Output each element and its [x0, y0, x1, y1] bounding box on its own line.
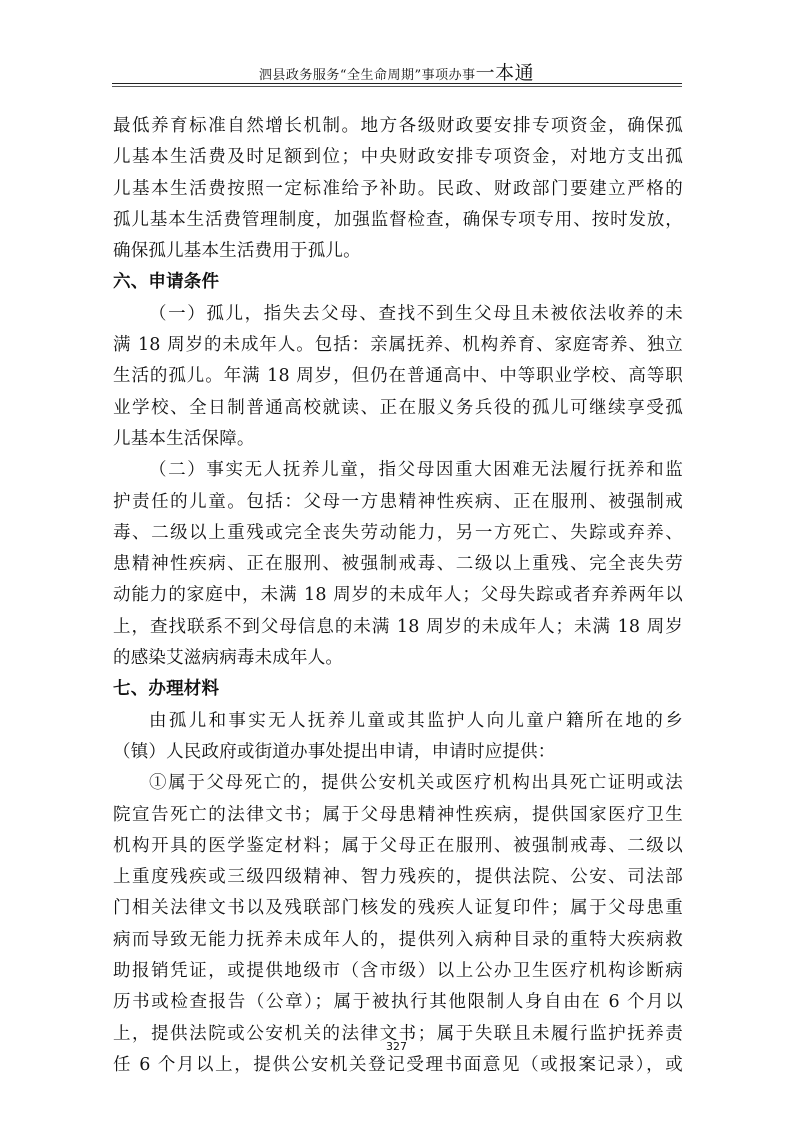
text-line: 由孤儿和事实无人抚养儿童或其监护人向儿童户籍所在地的乡	[149, 710, 683, 731]
text-line: 护责任的儿童。包括：父母一方患精神性疾病、正在服刑、被强制戒	[113, 491, 683, 512]
text-line: 上，提供法院或公安机关的法律文书；属于失联且未履行监护抚养责	[113, 1023, 683, 1044]
text-line: 历书或检查报告（公章）；属于被执行其他限制人身自由在 6 个月以	[113, 992, 683, 1013]
text-line: 上重度残疾或三级四级精神、智力残疾的，提供法院、公安、司法部	[113, 867, 683, 888]
running-header	[0, 58, 793, 85]
text-line: 病而导致无能力抚养未成年人的，提供列入病种目录的重特大疾病救	[113, 929, 683, 950]
text-line: （二）事实无人抚养儿童，指父母因重大困难无法履行抚养和监	[149, 460, 683, 481]
running-header-title: 泗县政务服务“全生命周期”事项办事	[258, 68, 476, 83]
text-line: 生活的孤儿。年满 18 周岁，但仍在普通高中、中等职业学校、高等职	[113, 366, 683, 387]
text-line: 确保孤儿基本生活费用于孤儿。	[113, 241, 361, 262]
text-line: 孤儿基本生活费管理制度，加强监督检查，确保专项专用、按时发放，	[113, 209, 683, 230]
text-line: 动能力的家庭中，未满 18 周岁的未成年人；父母失踪或者弃养两年以	[113, 585, 683, 606]
text-line: 上，查找联系不到父母信息的未满 18 周岁的未成年人；未满 18 周岁	[113, 616, 683, 637]
text-line: 门相关法律文书以及残联部门核发的残疾人证复印件；属于父母患重	[113, 898, 683, 919]
text-line: ①属于父母死亡的，提供公安机关或医疗机构出具死亡证明或法	[149, 773, 683, 794]
text-line: 助报销凭证，或提供地级市（含市级）以上公办卫生医疗机构诊断病	[113, 961, 683, 982]
header-rule-thin	[112, 86, 682, 87]
section-heading: 六、申请条件	[113, 272, 220, 293]
text-line: 院宣告死亡的法律文书；属于父母患精神性疾病，提供国家医疗卫生	[113, 804, 683, 825]
text-line: 任 6 个月以上，提供公安机关登记受理书面意见（或报案记录），或	[113, 1054, 683, 1075]
text-line: 的感染艾滋病病毒未成年人。	[113, 648, 344, 669]
text-line: 最低养育标准自然增长机制。地方各级财政要安排专项资金，确保孤	[113, 116, 683, 136]
text-line: （镇）人民政府或街道办事处提出申请，申请时应提供：	[113, 741, 556, 762]
text-line: 机构开具的医学鉴定材料；属于父母正在服刑、被强制戒毒、二级以	[113, 835, 683, 856]
running-header-emphasis: 一本通	[475, 62, 535, 84]
section-heading: 七、办理材料	[113, 679, 220, 700]
text-line: 满 18 周岁的未成年人。包括：亲属抚养、机构养育、家庭寄养、独立	[113, 335, 683, 356]
header-rule	[112, 83, 682, 84]
text-line: 儿基本生活费按照一定标准给予补助。民政、财政部门要建立严格的	[113, 178, 683, 199]
text-line: （一）孤儿，指失去父母、查找不到生父母且未被依法收养的未	[149, 303, 683, 324]
text-line: 业学校、全日制普通高校就读、正在服义务兵役的孤儿可继续享受孤	[113, 397, 683, 418]
body-text	[113, 111, 683, 1081]
text-line: 儿基本生活保障。	[113, 428, 255, 449]
text-line: 患精神性疾病、正在服刑、被强制戒毒、二级以上重残、完全丧失劳	[113, 554, 683, 575]
page-number: 327	[386, 1040, 407, 1053]
text-line: 毒、二级以上重残或完全丧失劳动能力，另一方死亡、失踪或弃养、	[113, 522, 683, 543]
text-line: 儿基本生活费及时足额到位；中央财政安排专项资金，对地方支出孤	[113, 147, 683, 168]
